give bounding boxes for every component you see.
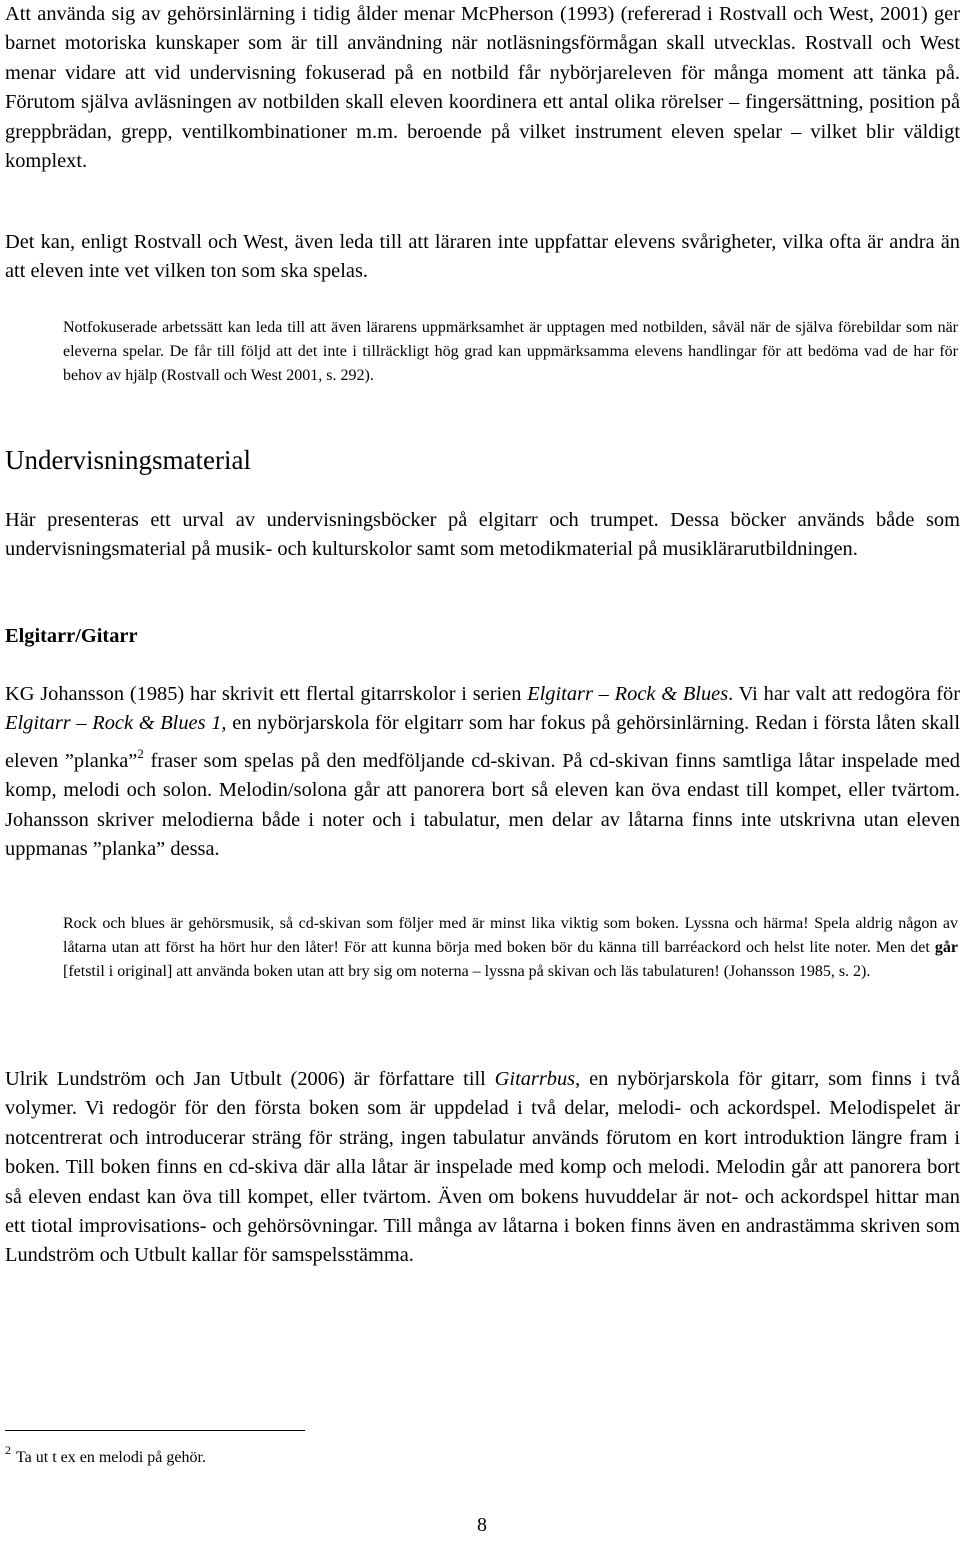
text-run: fraser som spelas på den medföljande cd-skivan. På cd-skivan finns samtliga låtar inspelade med komp, melodi och solon. Melodin/solona går att panorera bort så eleven kan öva endast till kompet, eller tvärtom. Johansson skriver melodierna både i noter och i tabulatur, men delar av låtarna finns inte utskrivna utan eleven uppmanas ”planka” dessa. — [5, 749, 960, 861]
footnote-separator — [5, 1430, 305, 1431]
subsection-heading: Elgitarr/Gitarr — [5, 625, 138, 647]
paragraph-lundstrom-utbult — [5, 1065, 960, 1271]
text-run: . Vi har valt att redogöra för — [728, 683, 960, 705]
page-number: 8 — [477, 1514, 487, 1536]
paragraph-johansson — [5, 680, 960, 864]
book-title: Gitarrbus — [494, 1068, 576, 1090]
text-run: , en nybörjarskola för gitarr, som finns i två volymer. Vi redogör för den första boken som är uppdelad i två delar, melodi- och ackordspel. Melodispelet är notcentrerat och introducerar sträng för sträng, ingen tabulatur används förutom en kort introduktion längre fram i boken. Till boken finns en cd-skiva där alla låtar är inspelade med komp och melodi. Melodin går att panorera bort så eleven endast kan öva till kompet, eller tvärtom. Även om bokens huvuddelar är not- och ackordspel hittar man ett tiotal improvisations- och gehörsövningar. Till många av låtarna i boken finns även en andrastämma skriven som Lundström och Utbult kallar för samspelsstämma. — [5, 1068, 960, 1267]
paragraph-rostvall-west: Det kan, enligt Rostvall och West, även leda till att läraren inte uppfattar elevens svårigheter, vilka ofta är andra än att eleven inte vet vilken ton som ska spelas. — [5, 231, 960, 283]
text-run: Ulrik Lundström och Jan Utbult (2006) är författare till — [5, 1068, 495, 1090]
footnote — [5, 1438, 206, 1470]
paragraph-intro-material: Här presenteras ett urval av undervisningsböcker på elgitarr och trumpet. Dessa böcker används både som undervisningsmaterial på musik- och kulturskolor samt som metodikmaterial på musiklärarutbildningen. — [5, 509, 960, 561]
text-run: [fetstil i original] att använda boken utan att bry sig om noterna – lyssna på skivan och läs tabulaturen! (Johansson 1985, s. 2). — [63, 963, 871, 981]
block-quote-rostvall-west: Notfokuserade arbetssätt kan leda till att även lärarens uppmärksamhet är upptagen med notbilden, såväl när de själva förebildar som när eleverna spelar. De får till följd att det inte i tillräckligt hög grad kan uppmärksamma elevens handlingar för att bedöma vad de har för behov av hjälp (Rostvall och West 2001, s. 292). — [63, 319, 958, 385]
paragraph-mcpherson — [5, 0, 960, 176]
text-run: KG Johansson (1985) har skrivit ett flertal gitarrskolor i serien — [5, 683, 528, 705]
book-title: Elgitarr – Rock & Blues — [527, 683, 729, 705]
document-page — [5, 0, 960, 1543]
text-run: en nybörjarskola för elgitarr som har fokus på gehörsinlärning. Redan i första låten skall eleven ”planka” — [5, 712, 960, 772]
paragraph-mcpherson-sentence-1: Att använda sig av gehörsinlärning i tidig ålder menar McPherson (1993) (refererad i Rostvall och West, 2001) ger barnet motoriska kunskaper som är till användning när notläsningsförmågan skall utvecklas. Rostvall och West menar vidare att vid undervisning fokuserad på en notbild får nybörjareleven för många moment att tänka på. — [5, 3, 960, 84]
paragraph-mcpherson-sentence-2: Förutom själva avläsningen av notbilden skall eleven koordinera ett antal olika rörelser – fingersättning, position på greppbrädan, grepp, ventilkombinationer m.m. beroende på vilket instrument eleven spelar – vilket blir väldigt komplext. — [5, 91, 960, 173]
section-heading: Undervisningsmaterial — [5, 445, 251, 475]
footnote-number: 2 — [5, 1443, 11, 1457]
bold-word: går — [934, 939, 958, 957]
block-quote-johansson — [63, 912, 958, 985]
footnote-reference: 2 — [137, 745, 144, 761]
text-run: Rock och blues är gehörsmusik, så cd-skivan som följer med är minst lika viktig som boken. Lyssna och härma! Spela aldrig någon av låtarna utan att först ha hört hur den låter! För att kunna börja med boken bör du känna till barréackord och helst lite noter. Men det — [63, 915, 958, 957]
book-title: Elgitarr – Rock & Blues 1, — [5, 712, 227, 735]
footnote-text: Ta ut t ex en melodi på gehör. — [16, 1449, 206, 1466]
